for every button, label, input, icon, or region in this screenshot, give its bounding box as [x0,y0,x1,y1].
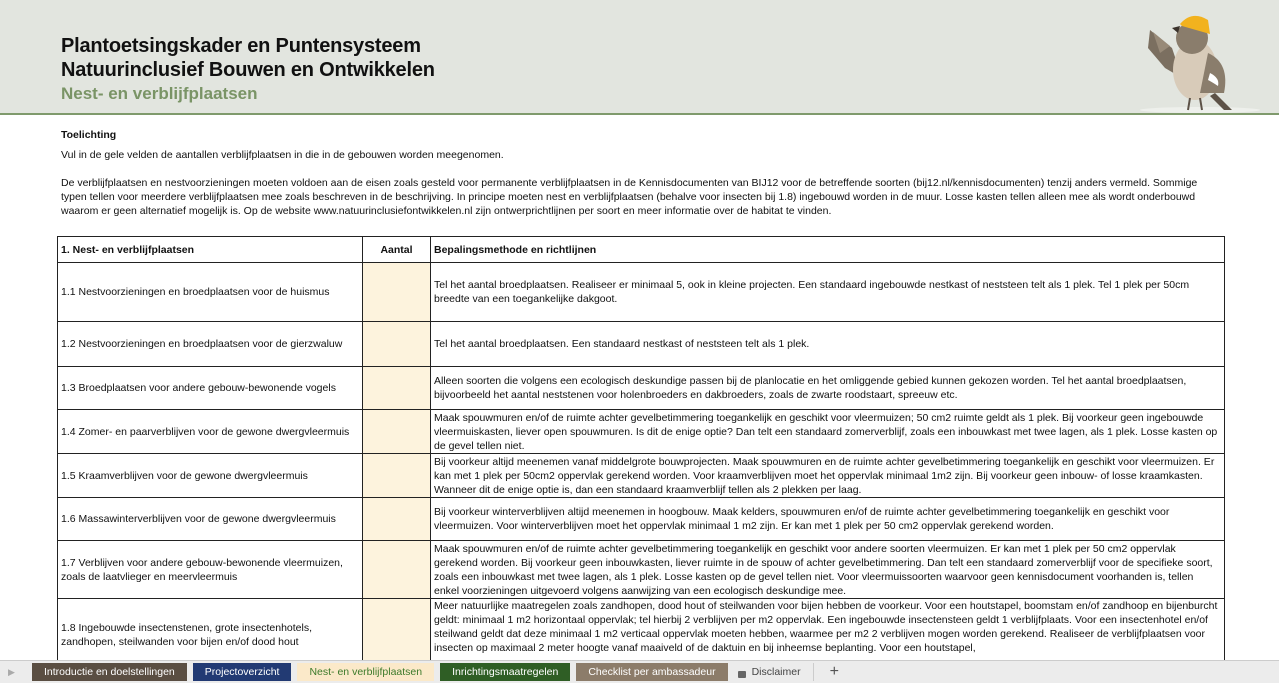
row-method: Meer natuurlijke maatregelen zoals zandhopen, dood hout of steilwanden voor bijen hebben de voorkeur. Voor een houtstapel, boomstam en/of zandhoop en bijenburcht geldt: minimaal 1 m2 horizontaal oppervlak; tel hierbij 2 verblijven per m2 oppervlak. Een ingebouwde insectensteen geldt 1 verblijfplaats. Voor een insectenhotel en/of steilwand geldt dat deze minimaal 1 m2 verticaal oppervlak moeten hebben, waarmee per m2 2 verblijven mogen worden gerekend. Realiseer de verblijfplaatsen voor insecten op maximaal 2 meter hoogte vanaf maaiveld of de daktuin en bij inheemse beplanting. Voor een houtstapel, [431,599,1225,661]
table-row [58,454,1225,498]
row-item: 1.2 Nestvoorzieningen en broedplaatsen voor de gierzwaluw [58,322,363,367]
row-method: Maak spouwmuren en/of de ruimte achter gevelbetimmering toegankelijk en geschikt voor vleermuizen; 50 cm2 ruimte geldt als 1 plek. Bij voorkeur geen ingebouwde vleermuiskasten, liever open spouwmuren. Is dit de enige optie? Dan telt een standaard zomerverblijf, zoals een inbouwkast met twee lagen, als 1 plek. Losse kasten op de gevel tellen niet. [431,410,1225,454]
explanation-heading: Toelichting [61,129,117,141]
tab-introductie[interactable]: Introductie en doelstellingen [32,663,187,681]
sheet-header [0,0,1279,115]
aantal-input[interactable] [363,410,431,454]
tab-nest-en-verblijfplaatsen[interactable]: Nest- en verblijfplaatsen [297,663,434,681]
tab-disclaimer[interactable]: Disclaimer [750,663,814,681]
row-item: 1.6 Massawinterverblijven voor de gewone dwergvleermuis [58,498,363,541]
row-item: 1.4 Zomer- en paarverblijven voor de gewone dwergvleermuis [58,410,363,454]
table-row [58,498,1225,541]
page-subtitle: Nest- en verblijfplaatsen [61,84,258,103]
table-row [58,599,1225,661]
aantal-input[interactable] [363,541,431,599]
explanation-paragraph-1: Vul in de gele velden de aantallen verblijfplaatsen in die in de gebouwen worden meegenomen. [61,149,504,161]
table-header-row [58,237,1225,263]
scroll-tabs-arrow-icon[interactable]: ▶ [8,666,15,677]
nest-table-container [57,236,1225,660]
row-item: 1.8 Ingebouwde insectenstenen, grote insectenhotels, zandhopen, steilwanden voor bijen en/of dood hout [58,599,363,661]
table-row [58,541,1225,599]
row-item: 1.1 Nestvoorzieningen en broedplaatsen voor de huismus [58,263,363,322]
table-row [58,410,1225,454]
row-method: Tel het aantal broedplaatsen. Realiseer er minimaal 5, ook in kleine projecten. Een standaard ingebouwde nestkast of neststeen telt als 1 plek. Tel 1 plek per 50cm breedte van een toegankelijke dakgoot. [431,263,1225,322]
aantal-input[interactable] [363,263,431,322]
sheet-tab-bar [0,660,1279,683]
title-line-2: Natuurinclusief Bouwen en Ontwikkelen [61,59,435,81]
column-header-method: Bepalingsmethode en richtlijnen [431,237,1225,263]
row-method: Tel het aantal broedplaatsen. Een standaard nestkast of neststeen telt als 1 plek. [431,322,1225,367]
table-row [58,263,1225,322]
row-method: Bij voorkeur altijd meenemen vanaf middelgrote bouwprojecten. Maak spouwmuren en de ruimte achter gevelbetimmering toegankelijk en geschikt voor vleermuizen. Er kan met 1 plek per 50cm2 oppervlak gerekend worden. Voor kraamverblijven moet het oppervlak minimaal 1m2 zijn. Bij voorkeur geen inbouw- of losse kraamkasten. Wanneer dit de enige optie is, dan een standaard kraamverblijf tellen als 2 plekken per laag. [431,454,1225,498]
row-method: Alleen soorten die volgens een ecologisch deskundige passen bij de planlocatie en het omliggende gebied kunnen gekozen worden. Tel het aantal broedplaatsen, bijvoorbeeld het aantal neststenen voor holenbroeders en dakbroeders, zoals de zwarte roodstaart, spreeuw etc. [431,367,1225,410]
lock-icon [738,671,746,678]
aantal-input[interactable] [363,498,431,541]
aantal-input[interactable] [363,322,431,367]
column-header-aantal: Aantal [363,237,431,263]
aantal-input[interactable] [363,367,431,410]
add-sheet-button[interactable]: + [829,663,839,680]
row-method: Maak spouwmuren en/of de ruimte achter gevelbetimmering toegankelijk en geschikt voor andere soorten vleermuizen. Er kan met 1 plek per 50 cm2 oppervlak gerekend worden. Bij voorkeur geen inbouwkasten, liever ruimte in de spouw of achter gevelbetimmering. Dan telt een standaard zomerverblijf voor de specifieke soort, zoals een inbouwkast met twee lagen, als 1 plek. Losse kasten op de gevel tellen niet. Voor vleermuissoorten waarvoor geen kennisdocument voorhanden is, tellen enkel voorzieningen uitgevoerd volgens aanwijzing van een ecologisch deskundige mee. [431,541,1225,599]
column-header-item: 1. Nest- en verblijfplaatsen [58,237,363,263]
table-row [58,367,1225,410]
nest-table [57,236,1225,660]
title-line-1: Plantoetsingskader en Puntensysteem [61,35,421,57]
explanation-section [61,128,1221,232]
aantal-input[interactable] [363,454,431,498]
row-item: 1.7 Verblijven voor andere gebouw-bewonende vleermuizen, zoals de laatvlieger en meervleermuis [58,541,363,599]
table-row [58,322,1225,367]
row-method: Bij voorkeur winterverblijven altijd meenemen in hoogbouw. Maak kelders, spouwmuren en/of de ruimte achter gevelbetimmering toegankelijk en geschikt voor vleermuizen. Voor winterverblijven moet het oppervlak minimaal 1 m2 zijn. Er kan met 1 plek per 50 cm2 oppervlak gerekend worden. [431,498,1225,541]
tab-inrichtingsmaatregelen[interactable]: Inrichtingsmaatregelen [440,663,570,681]
row-item: 1.5 Kraamverblijven voor de gewone dwergvleermuis [58,454,363,498]
tab-checklist[interactable]: Checklist per ambassadeur [576,663,727,681]
explanation-paragraph-2: De verblijfplaatsen en nestvoorzieningen moeten voldoen aan de eisen zoals gesteld voor permanente verblijfplaatsen in de Kennisdocumenten van BIJ12 voor de betreffende soorten (bij12.nl/kennisdocumenten) tenzij anders vermeld. Sommige typen tellen voor meerdere verblijfplaatsen mee zoals beschreven in de beschrijving. In principe moeten nest en verblijfplaatsen (behalve voor insecten bij 1.8) ingebouwd worden in de muur. Losse kasten tellen alleen mee als wordt onderbouwd waarom er geen alternatief mogelijk is. Op de website www.natuurinclusiefontwikkelen.nl zijn ontwerprichtlijnen per soort en meer informatie over de habitat te vinden. [61,177,1198,217]
sparrow-mascot-icon [1120,8,1260,114]
tab-projectoverzicht[interactable]: Projectoverzicht [193,663,292,681]
aantal-input[interactable] [363,599,431,661]
row-item: 1.3 Broedplaatsen voor andere gebouw-bewonende vogels [58,367,363,410]
